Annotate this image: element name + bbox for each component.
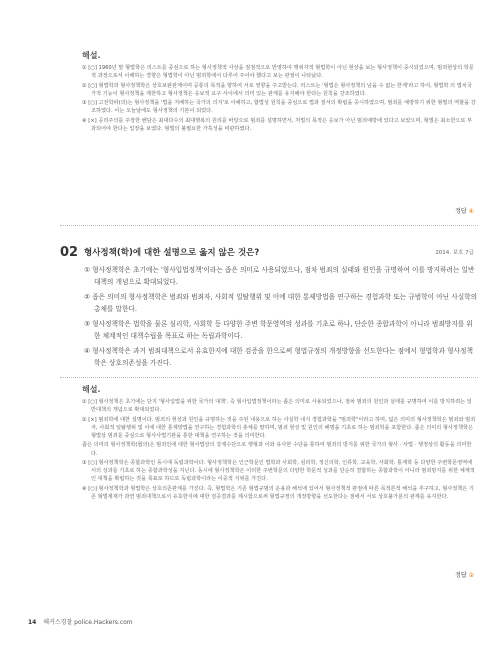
answer-value: ④ [468,208,474,215]
explanation-line: ② [×] 범죄학에 대한 설명이다. 범죄의 현상과 원인을 규명하는 것을 주된 내용으로 하는 사실학 내지 경험과학을 "범죄학"이라고 하며, 넓은 의미의 형사정책학은 범죄와 범죄자, 사회적 일탈행위 및 이에 대한 통제방법을 연구하는 경험과학의 총체를 말하며, 범죄 현상 및 원인의 해명을 기초로 하는 범죄학을 포함한다. 좁은 의미의 형사정책학은 형법상 범죄를 중심으로 형사사법기관을 통한 대책을 연구하는 것을 의미한다. [82,416,476,439]
option-item: ① 형사정책학은 초기에는 '형사입법정책'이라는 좁은 의미로 사용되었으나, 점차 범죄의 실태와 원인을 규명하여 이를 방지하려는 일반대책의 개념으로 확대되었다. [84,266,475,286]
divider [60,225,478,226]
explanation-line: ④ [×] 공리주의를 주장한 벤담은 최대다수의 최대행복의 원리를 바탕으로 범죄를 설명하면서, 처벌의 목적은 응보가 아닌 범죄예방에 있다고 보았으며, 형벌은 최소한으로 부과되어야 한다는 입장을 보였다. 형벌의 불필요한 가혹성을 비판하였다. [82,117,473,132]
explanation-line: ① [○] 1960년 말 형법학은 리스트를 중심으로 하는 형사정책적 사상을 점점적으로 반영하여 행위자적 형법학이 아닌 현상을 보는 형사정책이 중시되었으며, 범죄현상의 학문적 과정으로서 이해하는 경향은 형법학이 아닌 범죄학에서 다루어 주어야 했다고 보는 관점이 나타났다. [82,65,474,80]
explanation-body [82,64,476,134]
question-stem: 형사정책(학)에 대한 설명으로 옳지 않은 것은? [84,248,260,258]
question-source: 2014. 보호 7급 [435,250,474,256]
answer-value: ② [468,572,474,579]
question-number: 02 [60,245,79,260]
explanation-line: ① [○] 형사정책은 초기에는 단지 '형사입법을 위한 국가의 대책', 즉 형사입법정책이라는 좁은 의미로 사용되었으나, 점차 범죄의 원인과 실태를 규명하여 이를 방지하려는 일반대책의 개념으로 확대되었다. [82,399,472,414]
page-footer [28,617,133,626]
explanation-title: 해설. [82,385,101,394]
explanation-line: ③ [○] 고전학파(의)는 형사정책을 '법을 지배하는 국가의 의지'로 이해하고, 합법성 원칙을 중심으로 법과 질서의 확립을 중시하였으며, 범죄를 예방하기 위한 형벌의 역할을 강조하였다. 이는 오늘날에도 형사정책의 기본이 되었다. [82,100,476,115]
explanation-line: ③ [○] 형사정책학은 종합과학인 동시에 독립과학이다. 형사정책학은 인근학문인 법학과 사회학, 심리학, 정신의학, 인류학, 교육학, 사회학, 통계학 등 다양한 주변학문영역에서의 성과를 기초로 하는 종합과학성을 지닌다. 동시에 형사정책학은 이러한 주변학문의 다양한 학문적 성과를 단순히 결합하는 종합과학이 아니라 범죄방지를 위한 체계적인 대책을 확립하는 것을 목표로 하므로 독립과학이라는 이중적 지위를 가진다. [82,459,475,483]
page-number: 14 [28,619,37,626]
option-item: ② 좁은 의미의 형사정책학은 범죄와 범죄자, 사회적 일탈행위 및 이에 대한 통제방법을 연구하는 경험과학 또는 규범학이 아닌 사실학의 총체를 말한다. [84,293,478,313]
explanation-line: ② [○] 형법학과 형사정책학은 상호보완관계이며 공통의 목적을 향하여 서로 영향을 주고받는다. 리스트는 '형법은 형사정책의 넘을 수 없는 한계'라고 하여, 형법학 의 법치국가적 기능이 형사정책을 제한하고 형사정책은 응보적 요구 사이에서 의미 있는 관계를 유지해야 한다는 원칙을 강조하였다. [82,82,472,97]
answer-line [455,570,474,579]
explanation-line: ④ [○] 형사정책학과 형법학은 상호의존관계를 가진다. 즉, 형법학은 기존 형법규범의 운용과 해석에 있어서 형사정책적 관점에 따른 목적론적 해석을 추구하고, 형사정책은 기존 형벌제재가 과연 범죄대책으로서 유효한지에 대한 검증결과를 제시함으로써 형법규정의 개정방향을 선도한다는 점에서 서로 상호불가분의 관계를 유지한다. [82,485,474,500]
answer-label: 정답 [455,208,467,215]
explanation-title: 해설. [82,51,101,60]
footer-text: 해커스경찰 police.Hackers.com [43,619,133,626]
explanation-line: 좁은 의미의 형사정책학(협의)은 범죄인에 대한 형사법상의 강제수단으로 행형과 이와 유사한 수단을 통하여 범죄의 방지를 위한 국가의 형사 · 사법 · 행정상의 활동을 의미한다. [82,442,472,457]
option-item: ④ 형사정책학은 과거 범죄대책으로서 유효한지에 대한 검증을 한으로써 형법규정의 개정방향을 선도한다는 점에서 형법학과 형사정책학은 상호의존성을 가진다. [84,347,473,367]
option-list [84,264,478,372]
divider [60,377,478,378]
answer-line [455,206,474,215]
explanation-body [82,398,476,502]
answer-label: 정답 [455,572,467,579]
option-item: ③ 형사정책학은 법학을 물론 심리학, 사회학 등 다양한 주변 학문영역의 성과를 기초로 하나, 단순한 종합과학이 아니라 범죄방지를 위한 체계적인 대책수립을 목표로 하는 독립과학이다. [84,320,473,340]
